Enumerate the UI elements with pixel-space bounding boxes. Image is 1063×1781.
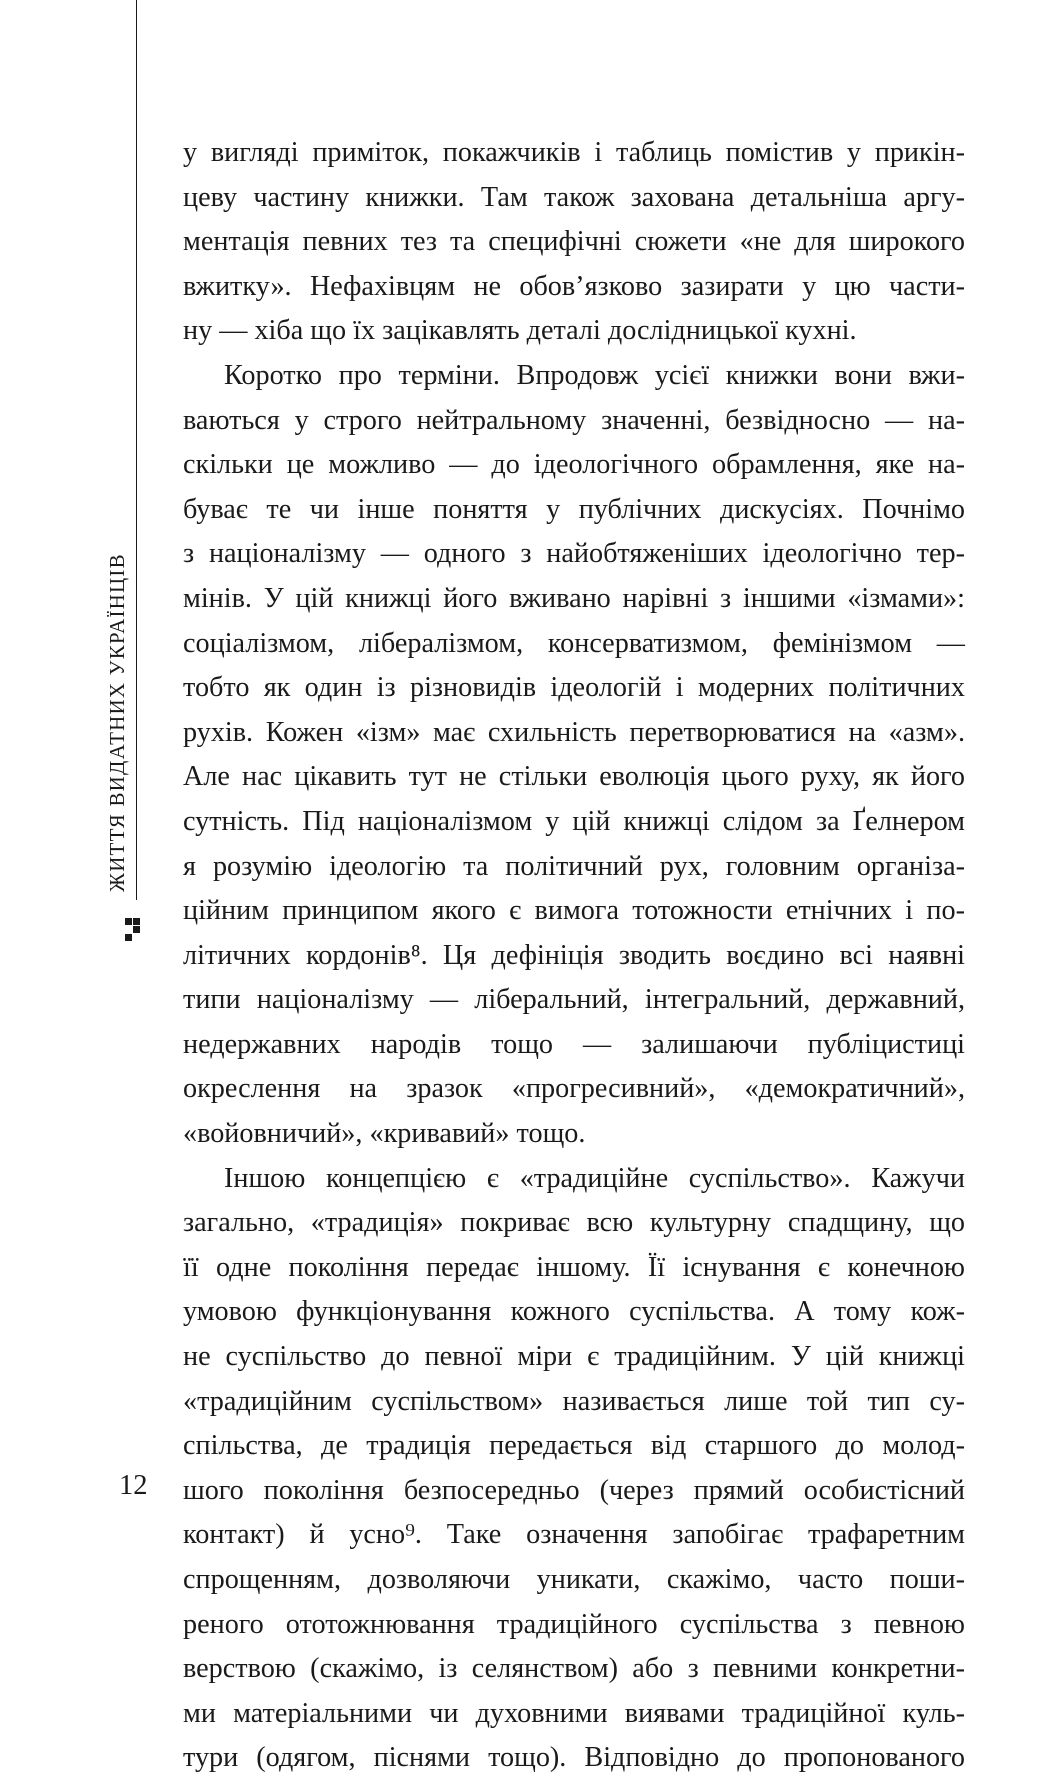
text-line: вжитку». Нефахівцям не обов’язково зазирати у цю части- xyxy=(183,270,965,302)
page-number: 12 xyxy=(119,1470,148,1501)
body-text xyxy=(183,131,965,1781)
text-line: окреслення на зразок «прогресивний», «демократичний», xyxy=(183,1073,965,1105)
text-line: її одне покоління передає іншому. Її існування є конечною xyxy=(183,1251,965,1283)
text-line: шого покоління безпосередньо (через прямий особистісний xyxy=(183,1474,965,1506)
text-line: скільки це можливо — до ідеологічного обрамлення, яке на- xyxy=(183,449,965,481)
text-line: ваються у строго нейтральному значенні, безвідносно — на- xyxy=(183,404,965,436)
text-line: тобто як один із різновидів ідеологій і модерних політичних xyxy=(183,672,965,704)
text-line: Але нас цікавить тут не стільки еволюція цього руху, як його xyxy=(183,761,965,793)
text-line: не суспільство до певної міри є традиційним. У цій книжці xyxy=(183,1341,965,1373)
text-line: Іншою концепцією є «традиційне суспільство». Кажучи xyxy=(224,1162,965,1194)
text-line: ну — хіба що їх зацікавлять деталі дослідницької кухні. xyxy=(183,315,857,347)
text-line: з націоналізму — одного з найобтяженіших ідеологічно тер- xyxy=(183,538,965,570)
text-line: спрощенням, дозволяючи уникати, скажімо, часто поши- xyxy=(183,1564,965,1595)
text-line: сутність. Під націоналізмом у цій книжці слідом за Ґелнером xyxy=(183,805,965,837)
text-line: ційним принципом якого є вимога тотожности етнічних і по- xyxy=(183,895,965,927)
running-header-text: ЖИТТЯ ВИДАТНИХ УКРАЇНЦІВ xyxy=(104,552,129,892)
text-line: спільства, де традиція передається від старшого до молод- xyxy=(183,1430,965,1462)
text-line: умовою функціонування кожного суспільства. А тому кож- xyxy=(183,1296,965,1328)
text-line: я розумію ідеологію та політичний рух, головним організа- xyxy=(183,850,965,882)
text-line: контакт) й усно⁹. Таке означення запобігає трафаретним xyxy=(183,1519,965,1551)
text-line: реного ототожнювання традиційного суспільства з певною xyxy=(183,1608,965,1640)
text-line: мінів. У цій книжці його вживано нарівні з іншими «ізмами»: xyxy=(183,582,965,614)
text-line: типи націоналізму — ліберальний, інтегральний, державний, xyxy=(183,984,965,1016)
text-line: Коротко про терміни. Впродовж усієї книжки вони вжи- xyxy=(224,359,965,391)
running-header xyxy=(104,522,130,922)
text-line: ментація певних тез та специфічні сюжети «не для широкого xyxy=(183,226,965,258)
text-line: верствою (скажімо, із селянством) або з певними конкретни- xyxy=(183,1653,965,1685)
text-line: цеву частину книжки. Там також захована детальніша аргу- xyxy=(183,181,965,213)
text-line: тури (одягом, піснями тощо). Відповідно до пропонованого xyxy=(183,1742,965,1774)
text-line: соціалізмом, лібералізмом, консерватизмом, фемінізмом — xyxy=(183,627,965,659)
four-square-dingbat-icon xyxy=(125,918,149,942)
text-line: буває те чи інше поняття у публічних дискусіях. Почнімо xyxy=(183,493,965,525)
text-line: рухів. Кожен «ізм» має схильність перетворюватися на «азм». xyxy=(183,716,965,748)
text-line: загально, «традиція» покриває всю культурну спадщину, що xyxy=(183,1207,965,1239)
text-line: «войовничий», «кривавий» тощо. xyxy=(183,1118,586,1150)
header-vertical-rule xyxy=(136,0,137,900)
text-line: «традиційним суспільством» називається лише той тип су- xyxy=(183,1385,965,1417)
text-line: недержавних народів тощо — залишаючи публіцистиці xyxy=(183,1028,965,1060)
text-line: ми матеріальними чи духовними виявами традиційної куль- xyxy=(183,1697,965,1729)
text-line: у вигляді приміток, покажчиків і таблиць помістив у прикін- xyxy=(183,137,965,168)
text-line: літичних кордонів⁸. Ця дефініція зводить воєдино всі наявні xyxy=(183,939,965,971)
